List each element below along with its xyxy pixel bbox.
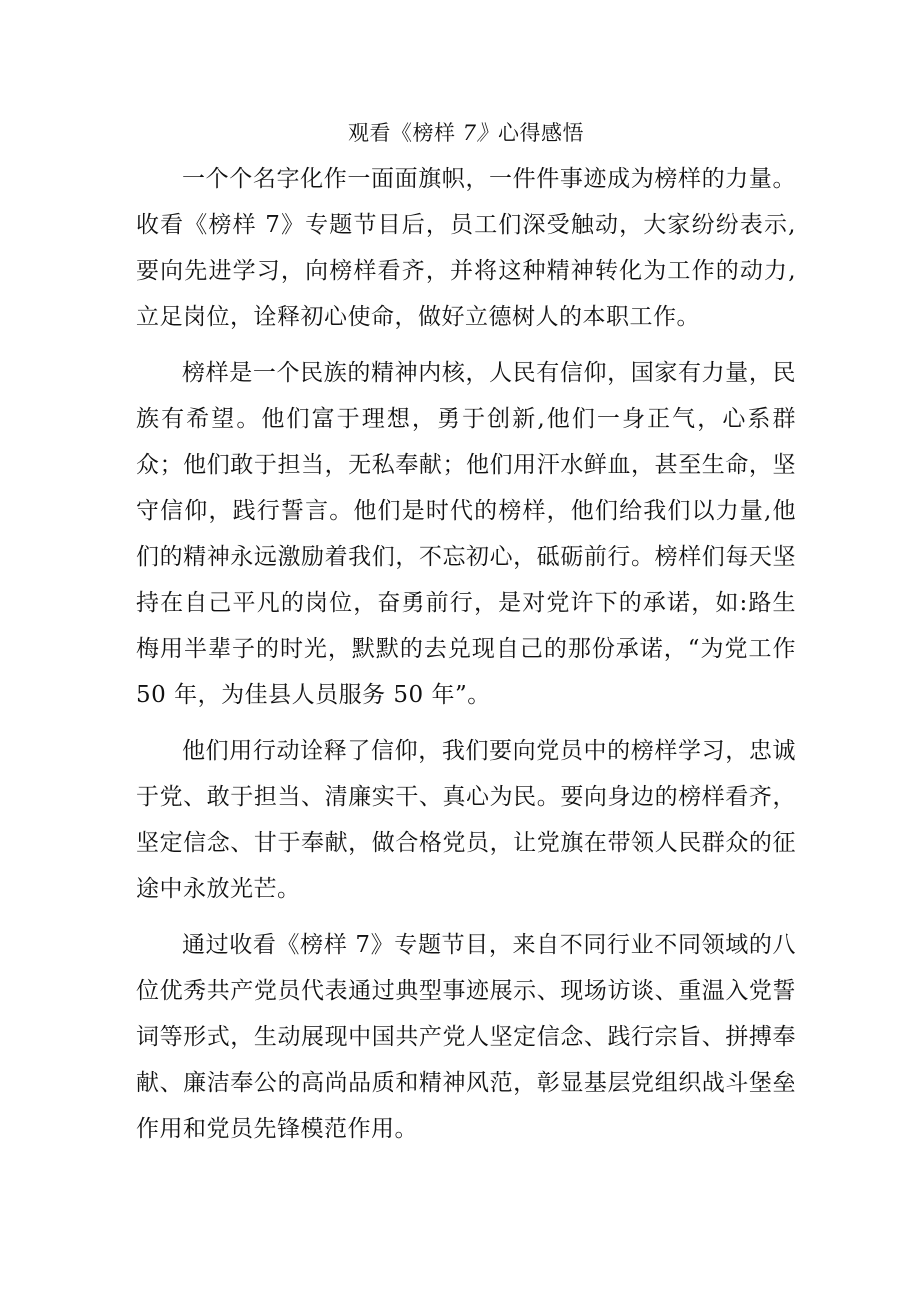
paragraph-1: 一个个名字化作一面面旗帜，一件件事迹成为榜样的力量。收看《榜样 7》专题节目后，员工们深受触动，大家纷纷表示,要向先进学习，向榜样看齐，并将这种精神转化为工作的动力,立足岗位，诠释初心使命，做好立德树人的本职工作。 bbox=[136, 166, 796, 330]
title-suffix: 心得感悟 bbox=[498, 121, 585, 145]
title-prefix: 观看《榜样 bbox=[347, 121, 463, 145]
paragraph-4: 通过收看《榜样 7》专题节目，来自不同行业不同领域的八位优秀共产党员代表通过典型事迹展示、现场访谈、重温入党誓词等形式，生动展现中国共产党人坚定信念、践行宗旨、拼搏奉献、廉洁奉公的高尚品质和精神风范，彰显基层党组织战斗堡垒作用和党员先锋模范作用。 bbox=[136, 932, 796, 1142]
paragraph-2: 榜样是一个民族的精神内核，人民有信仰，国家有力量，民族有希望。他们富于理想，勇于创新,他们一身正气，心系群众；他们敢于担当，无私奉献；他们用汗水鲜血，甚至生命，坚守信仰，践行誓言。他们是时代的榜样，他们给我们以力量,他们的精神永远激励着我们，不忘初心，砥砺前行。榜样们每天坚持在自己平凡的岗位，奋勇前行，是对党许下的承诺，如:路生梅用半辈子的时光，默默的去兑现自己的那份承诺，“为党工作 50 年，为佳县人员服务 50 年”。 bbox=[136, 360, 796, 708]
document-page bbox=[136, 118, 796, 1162]
title-number: 7》 bbox=[462, 121, 499, 145]
document-title bbox=[136, 118, 796, 148]
paragraph-3: 他们用行动诠释了信仰，我们要向党员中的榜样学习，忠诚于党、敢于担当、清廉实干、真心为民。要向身边的榜样看齐，坚定信念、甘于奉献，做合格党员，让党旗在带领人民群众的征途中永放光芒。 bbox=[136, 738, 796, 902]
